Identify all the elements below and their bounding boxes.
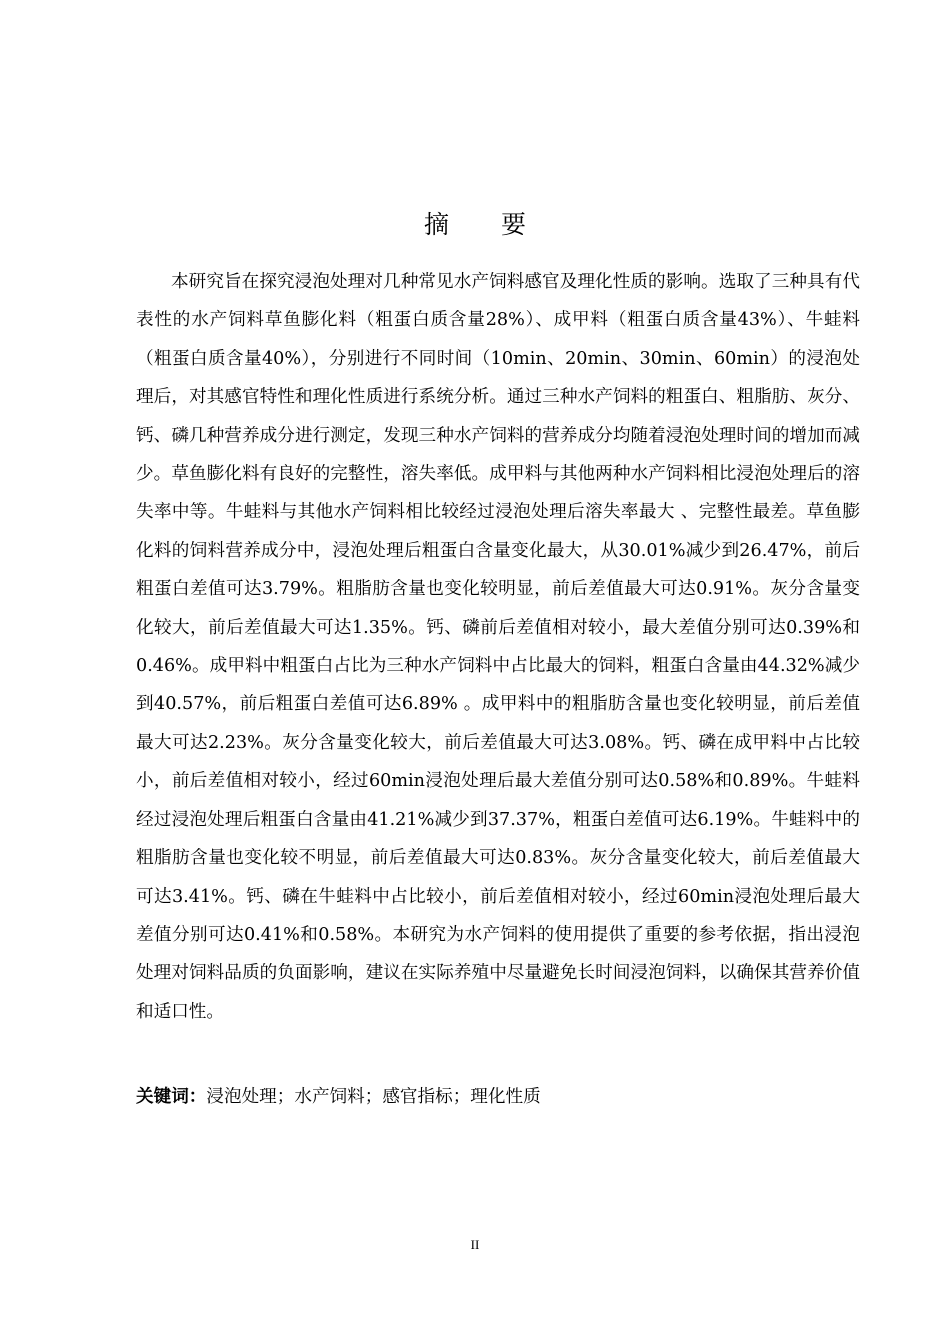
abstract-body: 本研究旨在探究浸泡处理对几种常见水产饲料感官及理化性质的影响。选取了三种具有代表性的水产饲料草鱼膨化料（粗蛋白质含量28%）、成甲料（粗蛋白质含量43%）、牛蛙料（粗蛋白质含量40%），分别进行不同时间（10min、20min、30min、60min）的浸泡处理后，对其感官特性和理化性质进行系统分析。通过三种水产饲料的粗蛋白、粗脂肪、灰分、钙、磷几种营养成分进行测定，发现三种水产饲料的营养成分均随着浸泡处理时间的增加而减少。草鱼膨化料有良好的完整性，溶失率低。成甲料与其他两种水产饲料相比浸泡处理后的溶失率中等。牛蛙料与其他水产饲料相比较经过浸泡处理后溶失率最大 、完整性最差。草鱼膨化料的饲料营养成分中，浸泡处理后粗蛋白含量变化最大，从30.01%减少到26.47%，前后粗蛋白差值可达3.79%。粗脂肪含量也变化较明显，前后差值最大可达0.91%。灰分含量变化较大，前后差值最大可达1.35%。钙、磷前后差值相对较小，最大差值分别可达0.39%和0.46%。成甲料中粗蛋白占比为三种水产饲料中占比最大的饲料，粗蛋白含量由44.32%减少到40.57%，前后粗蛋白差值可达6.89% 。成甲料中的粗脂肪含量也变化较明显，前后差值最大可达2.23%。灰分含量变化较大，前后差值最大可达3.08%。钙、磷在成甲料中占比较小，前后差值相对较小，经过60min浸泡处理后最大差值分别可达0.58%和0.89%。牛蛙料经过浸泡处理后粗蛋白含量由41.21%减少到37.37%，粗蛋白差值可达6.19%。牛蛙料中的粗脂肪含量也变化较不明显，前后差值最大可达0.83%。灰分含量变化较大，前后差值最大可达3.41%。钙、磷在牛蛙料中占比较小，前后差值相对较小，经过60min浸泡处理后最大差值分别可达0.41%和0.58%。本研究为水产饲料的使用提供了重要的参考依据，指出浸泡处理对饲料品质的负面影响，建议在实际养殖中尽量避免长时间浸泡饲料，以确保其营养价值和适口性。 [136,272,860,1022]
keywords-line [136,1082,860,1112]
abstract-title: 摘 要 [424,210,548,239]
keywords-text: 浸泡处理；水产饲料；感官指标；理化性质 [206,1087,541,1107]
page-number: II [470,1237,480,1252]
keywords-label: 关键词： [136,1087,207,1107]
